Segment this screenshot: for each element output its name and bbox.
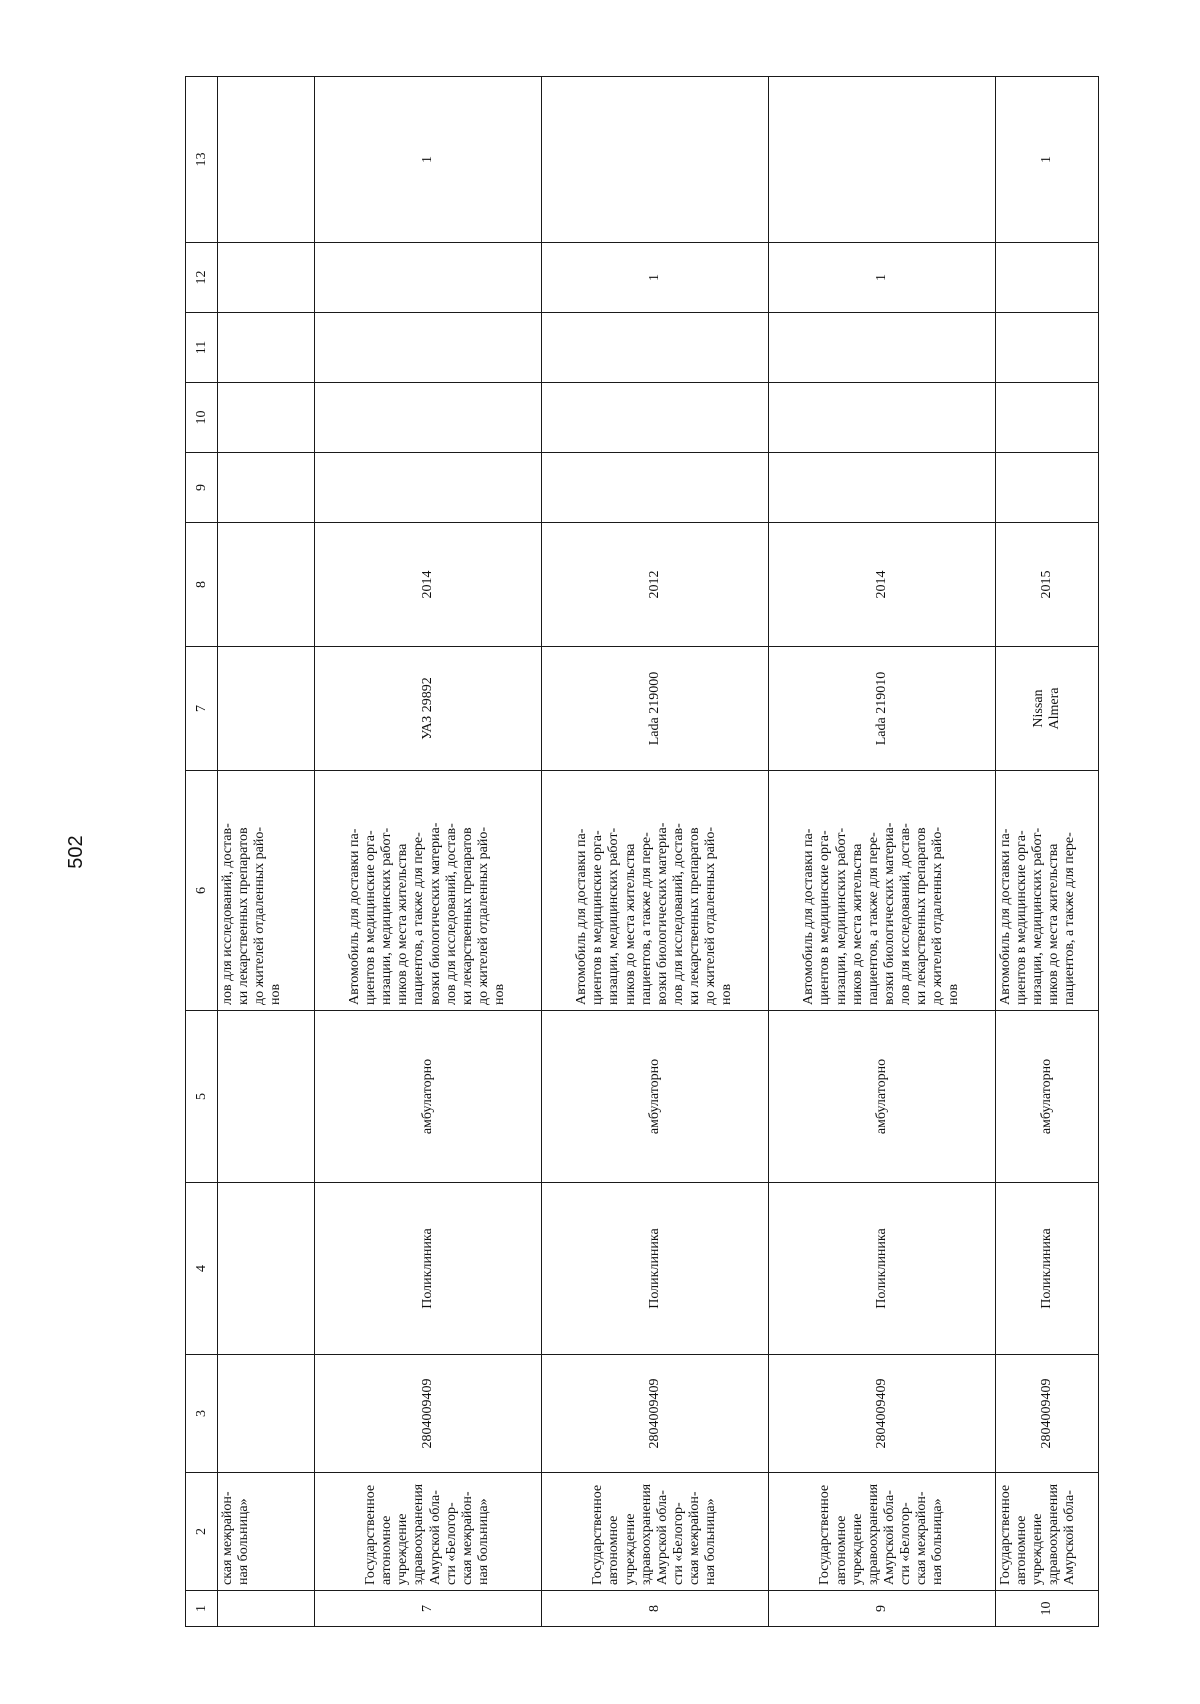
- col13-cell: [768, 77, 995, 243]
- care-form-cell: амбулаторно: [541, 1011, 768, 1183]
- purpose-cell: Автомобиль для доставки па- циентов в медицинские орга- низации, медицинских работ- ников до места жительства пациентов, а также для пере- возки биологических материа- лов для исследований, достав- ки лекарственных препаратов до жителей отдаленных райо- нов: [314, 771, 541, 1011]
- vehicle-model-cell: Nissan Almera: [995, 647, 1098, 771]
- col13-cell: 1: [995, 77, 1098, 243]
- inn-cell: [218, 1355, 314, 1473]
- col9-cell: [768, 453, 995, 523]
- col13-cell: 1: [314, 77, 541, 243]
- header-cell: 4: [186, 1183, 218, 1355]
- header-cell: 3: [186, 1355, 218, 1473]
- page-number: 502: [65, 835, 87, 869]
- organization-cell: Государственное автономное учреждение здравоохранения Амурской обла-: [995, 1473, 1098, 1591]
- col13-cell: [541, 77, 768, 243]
- purpose-cell: лов для исследований, достав- ки лекарственных препаратов до жителей отдаленных райо- нов: [218, 771, 314, 1011]
- purpose-cell: Автомобиль для доставки па- циентов в медицинские орга- низации, медицинских работ- ников до места жительства пациентов, а также для пере-: [995, 771, 1098, 1011]
- care-form-cell: амбулаторно: [768, 1011, 995, 1183]
- table-row: [218, 77, 314, 1627]
- care-form-cell: [218, 1011, 314, 1183]
- department-cell: Поликлиника: [768, 1183, 995, 1355]
- col11-cell: [314, 313, 541, 383]
- year-cell: 2014: [768, 523, 995, 647]
- header-cell: 2: [186, 1473, 218, 1591]
- year-cell: 2014: [314, 523, 541, 647]
- col10-cell: [995, 383, 1098, 453]
- care-form-cell: амбулаторно: [314, 1011, 541, 1183]
- year-cell: 2015: [995, 523, 1098, 647]
- col12-cell: [314, 243, 541, 313]
- department-cell: Поликлиника: [314, 1183, 541, 1355]
- rotated-table-container: [185, 77, 1099, 1627]
- organization-cell: ская межрайон- ная больница»: [218, 1473, 314, 1591]
- table-row: [541, 77, 768, 1627]
- vehicle-model-cell: УАЗ 29892: [314, 647, 541, 771]
- vehicle-table: [185, 76, 1099, 1627]
- row-number: 9: [768, 1591, 995, 1627]
- col10-cell: [218, 383, 314, 453]
- table-row: [314, 77, 541, 1627]
- col11-cell: [768, 313, 995, 383]
- col9-cell: [314, 453, 541, 523]
- header-cell: 11: [186, 313, 218, 383]
- col12-cell: [218, 243, 314, 313]
- header-cell: 6: [186, 771, 218, 1011]
- col10-cell: [541, 383, 768, 453]
- col9-cell: [541, 453, 768, 523]
- vehicle-model-cell: Lada 219000: [541, 647, 768, 771]
- row-number: 7: [314, 1591, 541, 1627]
- organization-cell: Государственное автономное учреждение здравоохранения Амурской обла- сти «Белогор- ская межрайон- ная больница»: [314, 1473, 541, 1591]
- department-cell: Поликлиника: [541, 1183, 768, 1355]
- header-cell: 5: [186, 1011, 218, 1183]
- care-form-cell: амбулаторно: [995, 1011, 1098, 1183]
- department-cell: Поликлиника: [995, 1183, 1098, 1355]
- col11-cell: [541, 313, 768, 383]
- row-number: 10: [995, 1591, 1098, 1627]
- inn-cell: 2804009409: [995, 1355, 1098, 1473]
- year-cell: 2012: [541, 523, 768, 647]
- header-cell: 8: [186, 523, 218, 647]
- purpose-cell: Автомобиль для доставки па- циентов в медицинские орга- низации, медицинских работ- ников до места жительства пациентов, а также для пере- возки биологических материа- лов для исследований, достав- ки лекарственных препаратов до жителей отдаленных райо- нов: [541, 771, 768, 1011]
- organization-cell: Государственное автономное учреждение здравоохранения Амурской обла- сти «Белогор- ская межрайон- ная больница»: [768, 1473, 995, 1591]
- table-row: [995, 77, 1098, 1627]
- col9-cell: [995, 453, 1098, 523]
- col9-cell: [218, 453, 314, 523]
- col12-cell: 1: [768, 243, 995, 313]
- table-row: [768, 77, 995, 1627]
- header-row: [186, 77, 218, 1627]
- purpose-cell: Автомобиль для доставки па- циентов в медицинские орга- низации, медицинских работ- ников до места жительства пациентов, а также для пере- возки биологических материа- лов для исследований, достав- ки лекарственных препаратов до жителей отдаленных райо- нов: [768, 771, 995, 1011]
- row-number: [218, 1591, 314, 1627]
- col11-cell: [218, 313, 314, 383]
- col10-cell: [314, 383, 541, 453]
- inn-cell: 2804009409: [314, 1355, 541, 1473]
- col12-cell: 1: [541, 243, 768, 313]
- col11-cell: [995, 313, 1098, 383]
- inn-cell: 2804009409: [541, 1355, 768, 1473]
- col10-cell: [768, 383, 995, 453]
- header-cell: 9: [186, 453, 218, 523]
- header-cell: 7: [186, 647, 218, 771]
- inn-cell: 2804009409: [768, 1355, 995, 1473]
- col13-cell: [218, 77, 314, 243]
- col12-cell: [995, 243, 1098, 313]
- organization-cell: Государственное автономное учреждение здравоохранения Амурской обла- сти «Белогор- ская межрайон- ная больница»: [541, 1473, 768, 1591]
- header-cell: 13: [186, 77, 218, 243]
- row-number: 8: [541, 1591, 768, 1627]
- year-cell: [218, 523, 314, 647]
- department-cell: [218, 1183, 314, 1355]
- vehicle-model-cell: Lada 219010: [768, 647, 995, 771]
- header-cell: 10: [186, 383, 218, 453]
- vehicle-model-cell: [218, 647, 314, 771]
- header-cell: 12: [186, 243, 218, 313]
- header-cell: 1: [186, 1591, 218, 1627]
